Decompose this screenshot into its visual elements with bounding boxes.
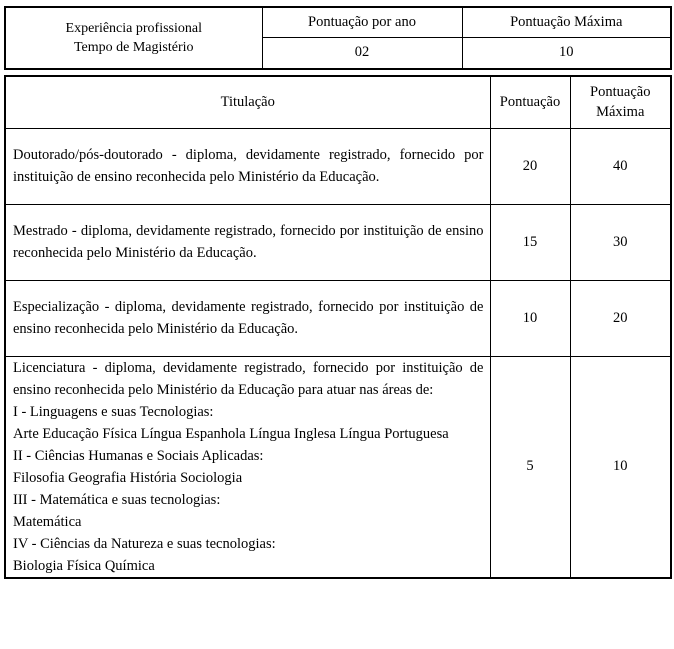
max-score-header: Pontuação Máxima	[462, 7, 671, 37]
experience-label-cell	[5, 7, 262, 69]
licenciatura-max: 10	[570, 356, 671, 578]
score-header: Pontuação	[490, 76, 570, 128]
area4-title: IV - Ciências da Natureza e suas tecnologias:	[13, 535, 276, 552]
table-row	[5, 204, 671, 280]
experience-label: Experiência profissional	[65, 21, 202, 36]
licenciatura-intro: Licenciatura - diploma, devidamente registrado, fornecido por instituição de ensino reconhecida pelo Ministério da Educação para atuar nas áreas de:	[13, 359, 484, 398]
table-row	[5, 280, 671, 356]
experience-sublabel: Tempo de Magistério	[73, 40, 194, 55]
experience-table	[4, 6, 670, 70]
row-description: Mestrado - diploma, devidamente registrado, fornecido por instituição de ensino reconhecida pelo Ministério da Educação.	[5, 204, 490, 280]
per-year-value: 02	[262, 37, 462, 69]
row-description: Doutorado/pós-doutorado - diploma, devidamente registrado, fornecido por instituição de ensino reconhecida pelo Ministério da Educação.	[5, 128, 490, 204]
area1-subjects: Arte Educação Física Língua Espanhola Língua Inglesa Língua Portuguesa	[13, 425, 449, 442]
per-year-header: Pontuação por ano	[262, 7, 462, 37]
row-max: 40	[570, 128, 671, 204]
titulacao-table	[4, 75, 670, 579]
area4-subjects: Biologia Física Química	[13, 557, 155, 574]
titulacao-header: Titulação	[5, 76, 490, 128]
table-row	[5, 356, 671, 578]
licenciatura-description	[5, 356, 490, 578]
area3-subjects: Matemática	[13, 513, 82, 530]
max-header-line2: Máxima	[596, 104, 645, 121]
row-score: 10	[490, 280, 570, 356]
row-description: Especialização - diploma, devidamente registrado, fornecido por instituição de ensino reconhecida pelo Ministério da Educação.	[5, 280, 490, 356]
row-max: 30	[570, 204, 671, 280]
licenciatura-score: 5	[490, 356, 570, 578]
area1-title: I - Linguagens e suas Tecnologias:	[13, 403, 214, 420]
row-score: 15	[490, 204, 570, 280]
row-max: 20	[570, 280, 671, 356]
row-score: 20	[490, 128, 570, 204]
max-header	[570, 76, 671, 128]
max-header-line1: Pontuação	[590, 84, 651, 101]
area2-title: II - Ciências Humanas e Sociais Aplicadas:	[13, 447, 264, 464]
table-row	[5, 128, 671, 204]
area3-title: III - Matemática e suas tecnologias:	[13, 491, 221, 508]
area2-subjects: Filosofia Geografia História Sociologia	[13, 469, 243, 486]
max-score-value: 10	[462, 37, 671, 69]
